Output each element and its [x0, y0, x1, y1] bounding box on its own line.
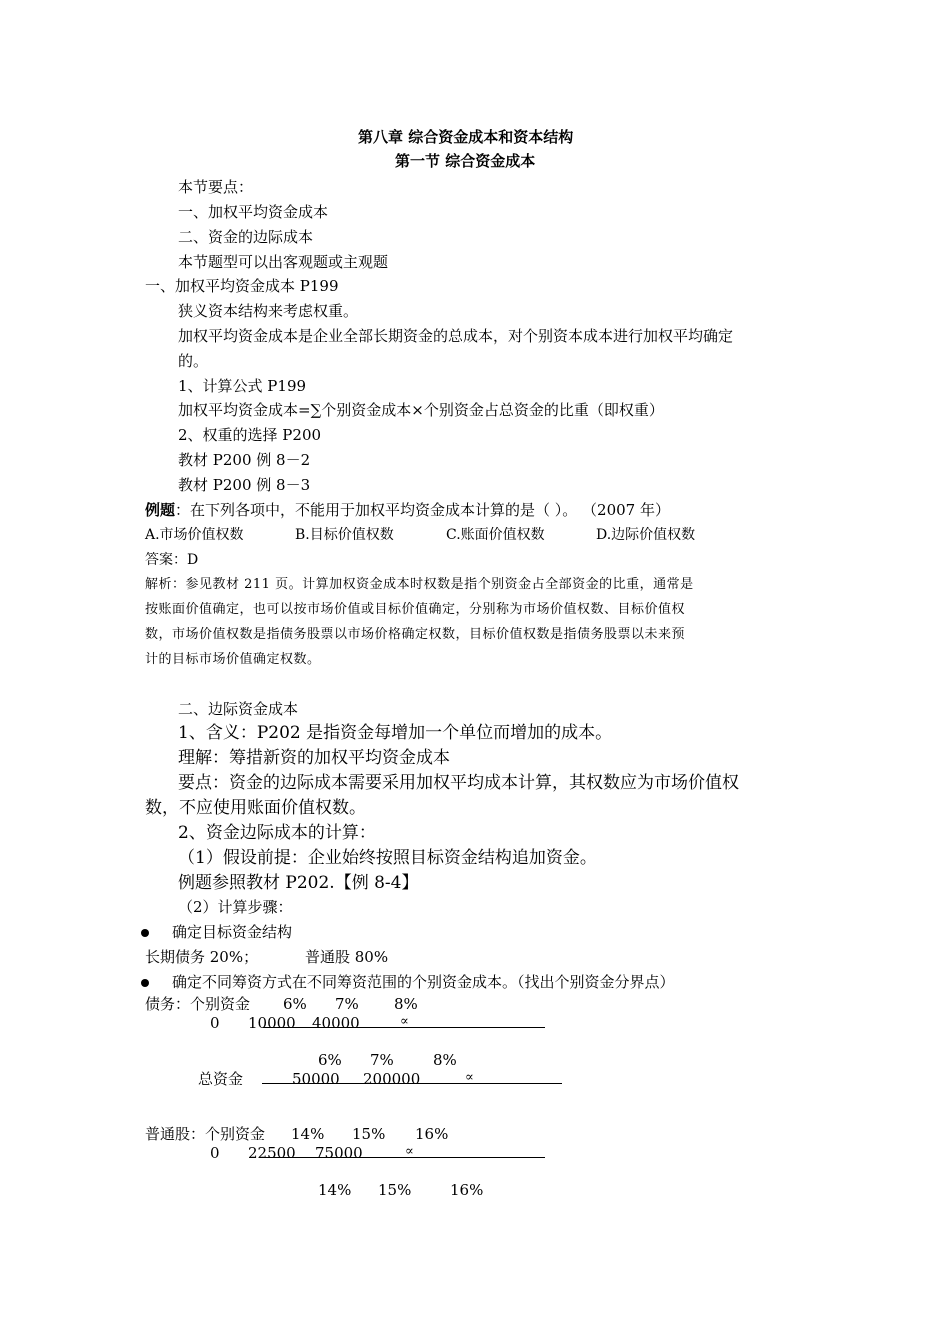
wacc-definition-line2: 的。 [178, 352, 209, 370]
bullet-dot [141, 929, 149, 937]
marginal-reference: 例题参照教材 P202.【例 8-4】 [178, 873, 419, 893]
equity-point-1: 22500 [248, 1144, 296, 1162]
formula-title: 1、计算公式 P199 [178, 377, 307, 395]
bullet-dot [141, 979, 149, 987]
debt-total-rate-3: 8% [433, 1051, 457, 1069]
point-3: 本节题型可以出客观题或主观题 [178, 253, 389, 271]
debt-total-rate-2: 7% [370, 1051, 394, 1069]
marginal-assumption: （1）假设前提：企业始终按照目标资金结构追加资金。 [178, 848, 597, 868]
textbook-example-2: 教材 P200 例 8－3 [178, 476, 311, 494]
marginal-understanding: 理解：筹措新资的加权平均资金成本 [178, 748, 450, 768]
analysis-line-1: 解析：参见教材 211 页。计算加权资金成本时权数是指个别资金占全部资金的比重，通常是 [145, 577, 694, 592]
equity-infinity: ∝ [405, 1144, 415, 1159]
formula: 加权平均资金成本=∑个别资金成本×个别资金占总资金的比重（即权重） [178, 401, 664, 419]
equity-rate-3: 16% [415, 1125, 449, 1143]
section-title: 第一节 综合资金成本 [395, 152, 536, 170]
equity-axis-line [263, 1157, 545, 1158]
debt-total-infinity: ∝ [465, 1070, 475, 1085]
example-label: 例题 [145, 501, 176, 519]
textbook-example-1: 教材 P200 例 8－2 [178, 451, 311, 469]
weight-title: 2、权重的选择 P200 [178, 426, 322, 444]
marginal-title: 二、边际资金成本 [178, 700, 299, 718]
equity-label: 普通股：个别资金 [145, 1125, 266, 1143]
point-1: 一、加权平均资金成本 [178, 203, 329, 221]
points-intro: 本节要点： [178, 178, 254, 196]
analysis-line-2: 按账面价值确定，也可以按市场价值或目标价值确定，分别称为市场价值权数、目标价值权 [145, 602, 686, 617]
equity-zero: 0 [210, 1144, 220, 1162]
debt-rate-2: 7% [335, 995, 359, 1013]
marginal-key-line1: 要点：资金的边际成本需要采用加权平均成本计算，其权数应为市场价值权 [178, 773, 739, 793]
calc-steps: （2）计算步骤： [178, 898, 293, 916]
analysis-line-3: 数，市场价值权数是指债务股票以市场价格确定权数，目标价值权数是指债务股票以未来预 [145, 627, 686, 642]
marginal-key-line2: 数，不应使用账面价值权数。 [145, 798, 366, 818]
debt-point-2: 40000 [312, 1014, 360, 1032]
wacc-title: 一、加权平均资金成本 P199 [145, 277, 339, 295]
debt-rate-1: 6% [283, 995, 307, 1013]
option-c: C.账面价值权数 [446, 527, 545, 543]
debt-point-1: 10000 [248, 1014, 296, 1032]
equity-total-rate-3: 16% [450, 1181, 484, 1199]
debt-total-rate-1: 6% [318, 1051, 342, 1069]
option-a: A.市场价值权数 [145, 527, 244, 543]
structure-debt: 长期债务 20%； [145, 948, 259, 966]
debt-zero: 0 [210, 1014, 220, 1032]
bullet-1-text: 确定目标资金结构 [172, 923, 293, 941]
chapter-title: 第八章 综合资金成本和资本结构 [358, 128, 574, 146]
wacc-note: 狭义资本结构来考虑权重。 [178, 302, 359, 320]
equity-total-rate-1: 14% [318, 1181, 352, 1199]
structure-equity: 普通股 80% [305, 948, 389, 966]
answer: 答案：D [145, 552, 199, 568]
analysis-line-4: 计的目标市场价值确定权数。 [145, 652, 321, 667]
debt-infinity: ∝ [400, 1014, 410, 1029]
debt-total-point-2: 200000 [363, 1070, 421, 1088]
example-question-text: ：在下列各项中，不能用于加权平均资金成本计算的是（ ）。 （2007 年） [175, 501, 670, 519]
equity-rate-2: 15% [352, 1125, 386, 1143]
option-d: D.边际价值权数 [596, 527, 696, 543]
debt-axis-line [263, 1027, 545, 1028]
debt-label: 债务：个别资金 [145, 995, 251, 1013]
debt-total-label: 总资金 [198, 1070, 244, 1088]
example-question [145, 503, 670, 518]
point-2: 二、资金的边际成本 [178, 228, 314, 246]
wacc-definition-line1: 加权平均资金成本是企业全部长期资金的总成本，对个别资本成本进行加权平均确定 [178, 327, 734, 345]
debt-total-axis-line [262, 1083, 562, 1084]
marginal-calc-title: 2、资金边际成本的计算： [178, 823, 376, 843]
equity-rate-1: 14% [291, 1125, 325, 1143]
debt-rate-3: 8% [394, 995, 418, 1013]
equity-point-2: 75000 [315, 1144, 363, 1162]
equity-total-rate-2: 15% [378, 1181, 412, 1199]
debt-total-point-1: 50000 [292, 1070, 340, 1088]
bullet-2-text: 确定不同筹资方式在不同筹资范围的个别资金成本。（找出个别资金分界点） [172, 973, 675, 991]
marginal-meaning: 1、含义：P202 是指资金每增加一个单位而增加的成本。 [178, 723, 613, 743]
option-b: B.目标价值权数 [295, 527, 394, 543]
